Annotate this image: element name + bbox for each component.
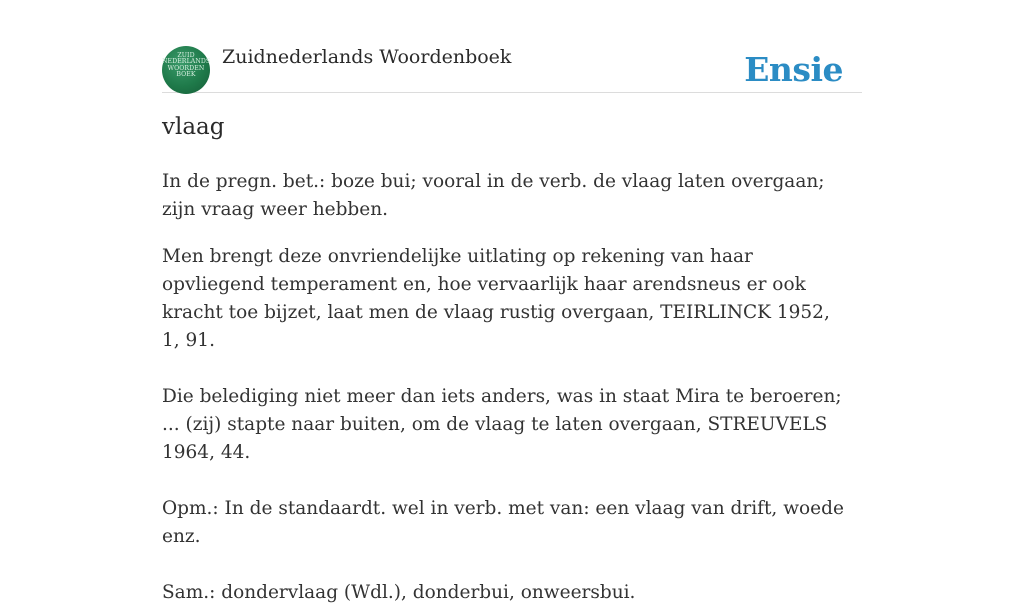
logo-line: ZUID [177, 52, 195, 59]
entry-remark: Opm.: In de standaardt. wel in verb. met van: een vlaag van drift, woede enz. [162, 498, 844, 547]
entry-example: Die belediging niet meer dan iets anders, was in staat Mira te beroeren; ... (zij) stapte naar buiten, om de vlaag te laten overgaan, STREUVELS 1964, 44. [162, 386, 842, 463]
logo-line: NEDERLANDS [162, 58, 211, 66]
ensie-brand-link[interactable]: Ensie [744, 50, 843, 89]
logo-line: BOEK [176, 71, 196, 79]
entry-definition: In de pregn. bet.: boze bui; vooral in de verb. de vlaag laten overgaan; zijn vraag weer hebben. [162, 171, 825, 220]
entry-content [162, 168, 852, 607]
logo-line: WOORDEN [167, 64, 205, 72]
entry-synonyms: Sam.: dondervlaag (Wdl.), donderbui, onweersbui. [162, 582, 636, 603]
entry-example: Men brengt deze onvriendelijke uitlating op rekening van haar opvliegend temperament en, hoe vervaarlijk haar arendsneus er ook kracht toe bijzet, laat men de vlaag rustig overgaan, TEIRLINCK 1952, 1, 91. [162, 246, 830, 351]
site-logo[interactable] [162, 46, 210, 94]
entry-headword: vlaag [162, 114, 225, 140]
header [162, 40, 862, 93]
site-title[interactable]: Zuidnederlands Woordenboek [222, 46, 512, 68]
